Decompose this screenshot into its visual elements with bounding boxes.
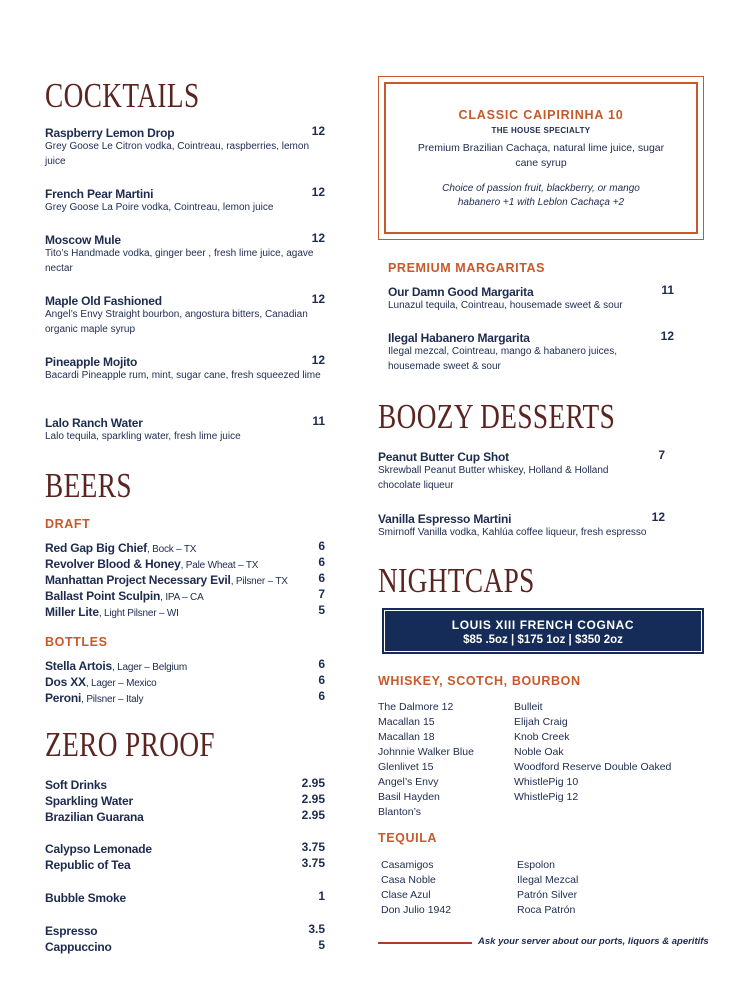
caipirinha-box bbox=[378, 76, 704, 240]
beer-price: 6 bbox=[318, 689, 325, 703]
draft-beer-row bbox=[45, 539, 325, 555]
list-item: Don Julio 1942 bbox=[381, 904, 452, 916]
item-price: 12 bbox=[311, 124, 325, 138]
item-price: 11 bbox=[312, 414, 325, 428]
drink-name: Republic of Tea bbox=[45, 858, 131, 872]
list-item: Casa Noble bbox=[381, 874, 436, 886]
list-item: Knob Creek bbox=[514, 731, 570, 743]
list-item: Patrón Silver bbox=[517, 889, 578, 901]
beer-name: Miller Lite bbox=[45, 605, 99, 619]
draft-beer-row bbox=[45, 587, 325, 603]
item-name: Vanilla Espresso Martini bbox=[378, 512, 512, 526]
bottle-beer-row bbox=[45, 657, 325, 673]
caipirinha-title: CLASSIC CAIPIRINHA 10 bbox=[458, 108, 624, 122]
beer-name: Ballast Point Sculpin bbox=[45, 589, 161, 603]
beer-name: Dos XX bbox=[45, 675, 86, 689]
beer-name: Manhattan Project Necessary Evil bbox=[45, 573, 231, 587]
draft-title: DRAFT bbox=[45, 517, 91, 531]
list-item: The Dalmore 12 bbox=[378, 701, 454, 713]
louis-title: LOUIS XIII FRENCH COGNAC bbox=[451, 618, 635, 632]
dessert-item bbox=[378, 510, 665, 540]
zero-proof-row bbox=[45, 856, 325, 872]
margarita-item bbox=[388, 329, 674, 374]
cocktails-title: COCKTAILS bbox=[45, 76, 200, 115]
cocktail-item bbox=[45, 124, 325, 169]
item-name: Moscow Mule bbox=[45, 233, 121, 247]
bottle-beer-row bbox=[45, 673, 325, 689]
item-name: Lalo Ranch Water bbox=[45, 416, 143, 430]
item-desc: Skrewball Peanut Butter whiskey, Holland & Holland chocolate liqueur bbox=[378, 465, 609, 491]
item-price: 12 bbox=[660, 329, 674, 343]
list-item: Roca Patrón bbox=[517, 904, 576, 916]
item-price: 12 bbox=[311, 231, 325, 245]
whiskey-col-1 bbox=[378, 700, 474, 820]
drink-price: 3.5 bbox=[308, 922, 325, 936]
nightcaps-title: NIGHTCAPS bbox=[378, 561, 535, 600]
item-desc: Angel’s Envy Straight bourbon, angostura bitters, Canadian organic maple syrup bbox=[45, 309, 308, 335]
margarita-item bbox=[388, 283, 674, 313]
boozy-desserts-title: BOOZY DESSERTS bbox=[378, 397, 616, 436]
louis-xiii-banner bbox=[382, 608, 704, 654]
cocktail-item bbox=[45, 353, 325, 383]
list-item: Glenlivet 15 bbox=[378, 761, 434, 773]
bottle-beer-row bbox=[45, 689, 325, 705]
item-desc: Ilegal mezcal, Cointreau, mango & habanero juices, housemade sweet & sour bbox=[388, 346, 618, 372]
beer-name: Red Gap Big Chief bbox=[45, 541, 147, 555]
footer-note: Ask your server about our ports, liquors & aperitifs bbox=[478, 936, 709, 947]
drink-name: Sparkling Water bbox=[45, 794, 133, 808]
tequila-col-1 bbox=[381, 858, 451, 918]
drink-name: Calypso Lemonade bbox=[45, 842, 152, 856]
list-item: Elijah Craig bbox=[514, 716, 568, 728]
drink-name: Brazilian Guarana bbox=[45, 810, 144, 824]
list-item: Angel’s Envy bbox=[378, 776, 439, 788]
beer-detail: , Pale Wheat – TX bbox=[180, 560, 259, 571]
item-name: Raspberry Lemon Drop bbox=[45, 126, 175, 140]
zero-proof-row bbox=[45, 776, 325, 792]
whiskey-title: WHISKEY, SCOTCH, BOURBON bbox=[378, 674, 581, 688]
item-desc: Smirnoff Vanilla vodka, Kahlúa coffee liqueur, fresh espresso bbox=[378, 527, 647, 538]
beer-price: 6 bbox=[318, 571, 325, 585]
caipirinha-note: Choice of passion fruit, blackberry, or mango habanero +1 with Leblon Cachaça +2 bbox=[442, 183, 640, 208]
beer-price: 5 bbox=[318, 603, 325, 617]
list-item: Clase Azul bbox=[381, 889, 431, 901]
beer-detail: , Lager – Mexico bbox=[85, 678, 157, 689]
drink-name: Soft Drinks bbox=[45, 778, 107, 792]
drink-name: Cappuccino bbox=[45, 940, 112, 954]
zero-proof-row bbox=[45, 840, 325, 856]
cocktail-item bbox=[45, 414, 325, 444]
drink-price: 5 bbox=[318, 938, 325, 952]
louis-prices: $85 .5oz | $175 1oz | $350 2oz bbox=[463, 634, 623, 646]
zero-proof-title: ZERO PROOF bbox=[45, 725, 216, 764]
caipirinha-subtitle: THE HOUSE SPECIALTY bbox=[491, 126, 591, 135]
zero-proof-row bbox=[45, 808, 325, 824]
caipirinha-desc: Premium Brazilian Cachaça, natural lime juice, sugar cane syrup bbox=[417, 142, 665, 169]
list-item: Woodford Reserve Double Oaked bbox=[514, 761, 672, 773]
item-name: Peanut Butter Cup Shot bbox=[378, 450, 509, 464]
item-name: Maple Old Fashioned bbox=[45, 294, 162, 308]
drink-name: Espresso bbox=[45, 924, 98, 938]
cocktail-item bbox=[45, 231, 325, 276]
margaritas-title: PREMIUM MARGARITAS bbox=[388, 261, 546, 275]
drink-price: 3.75 bbox=[301, 840, 325, 854]
item-price: 12 bbox=[311, 185, 325, 199]
beer-price: 6 bbox=[318, 555, 325, 569]
list-item: Ilegal Mezcal bbox=[517, 874, 579, 886]
cocktail-item bbox=[45, 185, 325, 215]
item-price: 11 bbox=[661, 283, 674, 297]
drink-price: 1 bbox=[318, 889, 325, 903]
beer-detail: , Bock – TX bbox=[146, 544, 197, 555]
zero-proof-row bbox=[45, 938, 325, 954]
tequila-col-2 bbox=[517, 858, 578, 918]
beer-detail: , Lager – Belgium bbox=[111, 662, 187, 673]
list-item: Basil Hayden bbox=[378, 791, 440, 803]
item-name: Pineapple Mojito bbox=[45, 355, 138, 369]
item-desc: Lunazul tequila, Cointreau, housemade sweet & sour bbox=[388, 300, 623, 311]
beers-title: BEERS bbox=[45, 466, 132, 505]
dessert-item bbox=[378, 448, 665, 493]
draft-beer-row bbox=[45, 571, 325, 587]
list-item: Noble Oak bbox=[514, 746, 564, 758]
list-item: Espolon bbox=[517, 859, 555, 871]
item-desc: Lalo tequila, sparkling water, fresh lime juice bbox=[45, 431, 241, 442]
drink-price: 2.95 bbox=[301, 792, 325, 806]
drink-price: 3.75 bbox=[301, 856, 325, 870]
beer-detail: , Light Pilsner – WI bbox=[98, 608, 179, 619]
item-desc: Grey Goose Le Citron vodka, Cointreau, raspberries, lemon juice bbox=[45, 141, 310, 167]
list-item: Bulleit bbox=[514, 701, 543, 713]
item-desc: Tito’s Handmade vodka, ginger beer , fresh lime juice, agave nectar bbox=[45, 248, 314, 274]
list-item: Macallan 15 bbox=[378, 716, 435, 728]
beer-detail: , IPA – CA bbox=[160, 592, 204, 603]
whiskey-col-2 bbox=[514, 700, 671, 805]
draft-beer-row bbox=[45, 555, 325, 571]
item-desc: Bacardi Pineapple rum, mint, sugar cane, fresh squeezed lime bbox=[45, 370, 321, 381]
item-desc: Grey Goose La Poire vodka, Cointreau, lemon juice bbox=[45, 202, 274, 213]
list-item: WhistlePig 12 bbox=[514, 791, 579, 803]
zero-proof-row bbox=[45, 922, 325, 938]
cocktail-item bbox=[45, 292, 325, 337]
beer-price: 6 bbox=[318, 673, 325, 687]
item-price: 12 bbox=[651, 510, 665, 524]
beer-detail: , Pilsner – Italy bbox=[81, 694, 144, 705]
zero-proof-row bbox=[45, 792, 325, 808]
beer-price: 7 bbox=[318, 587, 325, 601]
list-item: WhistlePig 10 bbox=[514, 776, 579, 788]
list-item: Casamigos bbox=[381, 859, 434, 871]
beer-name: Stella Artois bbox=[45, 659, 112, 673]
item-name: Our Damn Good Margarita bbox=[388, 285, 534, 299]
item-name: French Pear Martini bbox=[45, 187, 154, 201]
beer-name: Peroni bbox=[45, 691, 82, 705]
list-item: Macallan 18 bbox=[378, 731, 435, 743]
caipirinha-inner-frame bbox=[384, 82, 698, 234]
beer-name: Revolver Blood & Honey bbox=[45, 557, 181, 571]
list-item: Johnnie Walker Blue bbox=[378, 746, 474, 758]
tequila-title: TEQUILA bbox=[378, 831, 438, 845]
zero-proof-row bbox=[45, 889, 325, 905]
beer-detail: , Pilsner – TX bbox=[230, 576, 288, 587]
beer-price: 6 bbox=[318, 657, 325, 671]
footer-divider bbox=[378, 942, 472, 944]
item-price: 7 bbox=[658, 448, 665, 462]
item-price: 12 bbox=[311, 292, 325, 306]
item-name: Ilegal Habanero Margarita bbox=[388, 331, 530, 345]
draft-beer-row bbox=[45, 603, 325, 619]
item-price: 12 bbox=[311, 353, 325, 367]
drink-price: 2.95 bbox=[301, 776, 325, 790]
beer-price: 6 bbox=[318, 539, 325, 553]
bottles-title: BOTTLES bbox=[45, 635, 108, 649]
drink-name: Bubble Smoke bbox=[45, 891, 126, 905]
list-item: Blanton’s bbox=[378, 806, 422, 818]
drink-price: 2.95 bbox=[301, 808, 325, 822]
